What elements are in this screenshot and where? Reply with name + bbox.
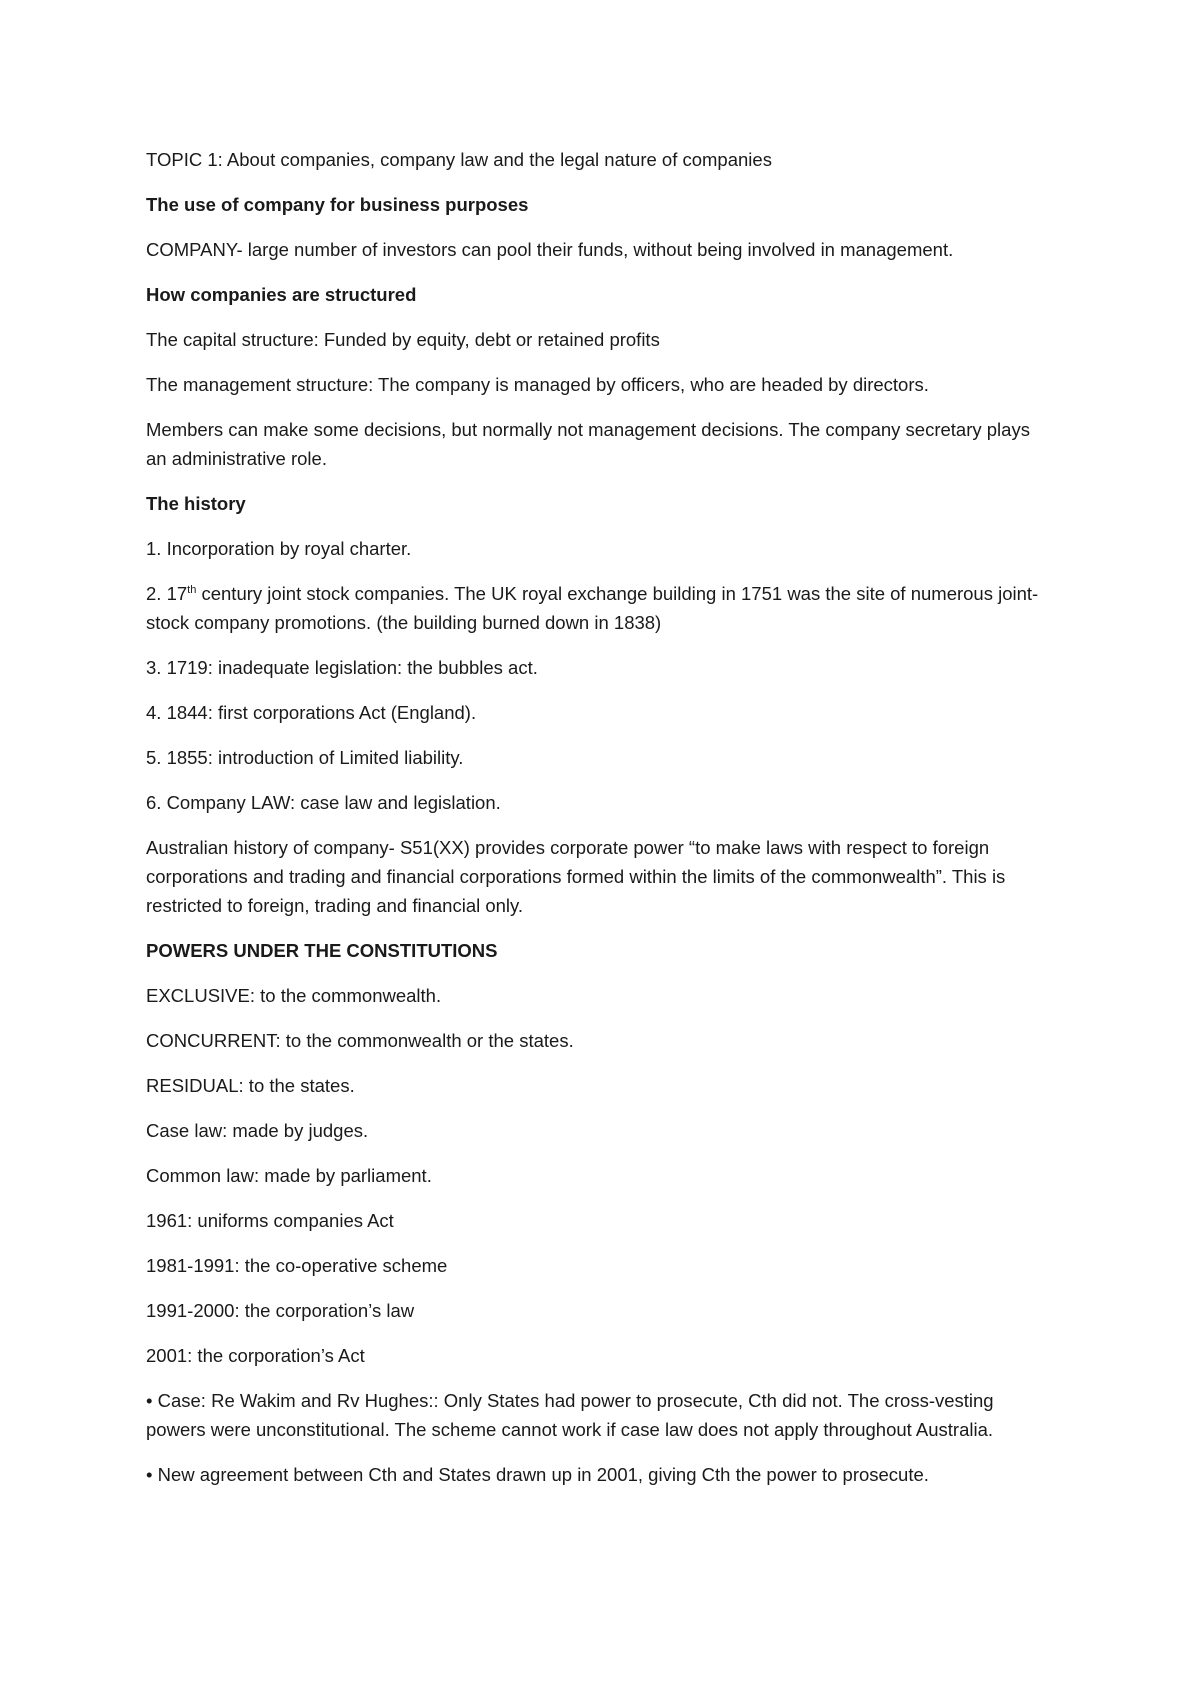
- heading-how-structured: How companies are structured: [146, 284, 417, 305]
- paragraph-australian-history: Australian history of company- S51(XX) provides corporate power “to make laws with respect to foreign corporations and trading and financial corporations formed within the limits of the commonwealth”. This is restricted to foreign, trading and financial only.: [146, 837, 1006, 916]
- history-item-6: 6. Company LAW: case law and legislation.: [146, 792, 501, 813]
- paragraph-management-structure: The management structure: The company is managed by officers, who are headed by directors.: [146, 374, 929, 395]
- history-item-4: 4. 1844: first corporations Act (England).: [146, 702, 477, 723]
- bullet-new-agreement: • New agreement between Cth and States drawn up in 2001, giving Cth the power to prosecute.: [146, 1464, 929, 1485]
- history-item-3: 3. 1719: inadequate legislation: the bubbles act.: [146, 657, 538, 678]
- history-item-1: 1. Incorporation by royal charter.: [146, 538, 412, 559]
- bullet-re-wakim-case: • Case: Re Wakim and Rv Hughes:: Only States had power to prosecute, Cth did not. The cross-vesting powers were unconstitutional. The scheme cannot work if case law does not apply throughout Australia.: [146, 1390, 994, 1440]
- paragraph-company-definition: COMPANY- large number of investors can pool their funds, without being involved in management.: [146, 239, 954, 260]
- case-law-definition: Case law: made by judges.: [146, 1120, 369, 1141]
- history-item-2-prefix: 2. 17: [146, 583, 188, 604]
- history-item-2: [146, 579, 1046, 637]
- history-item-5: 5. 1855: introduction of Limited liability.: [146, 747, 464, 768]
- paragraph-members: Members can make some decisions, but normally not management decisions. The company secretary plays an administrative role.: [146, 419, 1030, 469]
- document-body: [146, 145, 1046, 1505]
- common-law-definition: Common law: made by parliament.: [146, 1165, 432, 1186]
- topic-title: TOPIC 1: About companies, company law and the legal nature of companies: [146, 149, 772, 170]
- heading-powers: POWERS UNDER THE CONSTITUTIONS: [146, 940, 498, 961]
- timeline-1961: 1961: uniforms companies Act: [146, 1210, 394, 1231]
- power-residual: RESIDUAL: to the states.: [146, 1075, 355, 1096]
- paragraph-capital-structure: The capital structure: Funded by equity, debt or retained profits: [146, 329, 660, 350]
- timeline-1981-1991: 1981-1991: the co-operative scheme: [146, 1255, 448, 1276]
- heading-use-of-company: The use of company for business purposes: [146, 194, 529, 215]
- power-concurrent: CONCURRENT: to the commonwealth or the states.: [146, 1030, 574, 1051]
- timeline-1991-2000: 1991-2000: the corporation’s law: [146, 1300, 415, 1321]
- history-item-2-superscript: th: [187, 583, 197, 596]
- heading-history: The history: [146, 493, 246, 514]
- power-exclusive: EXCLUSIVE: to the commonwealth.: [146, 985, 442, 1006]
- history-item-2-text: century joint stock companies. The UK royal exchange building in 1751 was the site of numerous joint-stock company promotions. (the building burned down in 1838): [146, 583, 1039, 633]
- timeline-2001: 2001: the corporation’s Act: [146, 1345, 365, 1366]
